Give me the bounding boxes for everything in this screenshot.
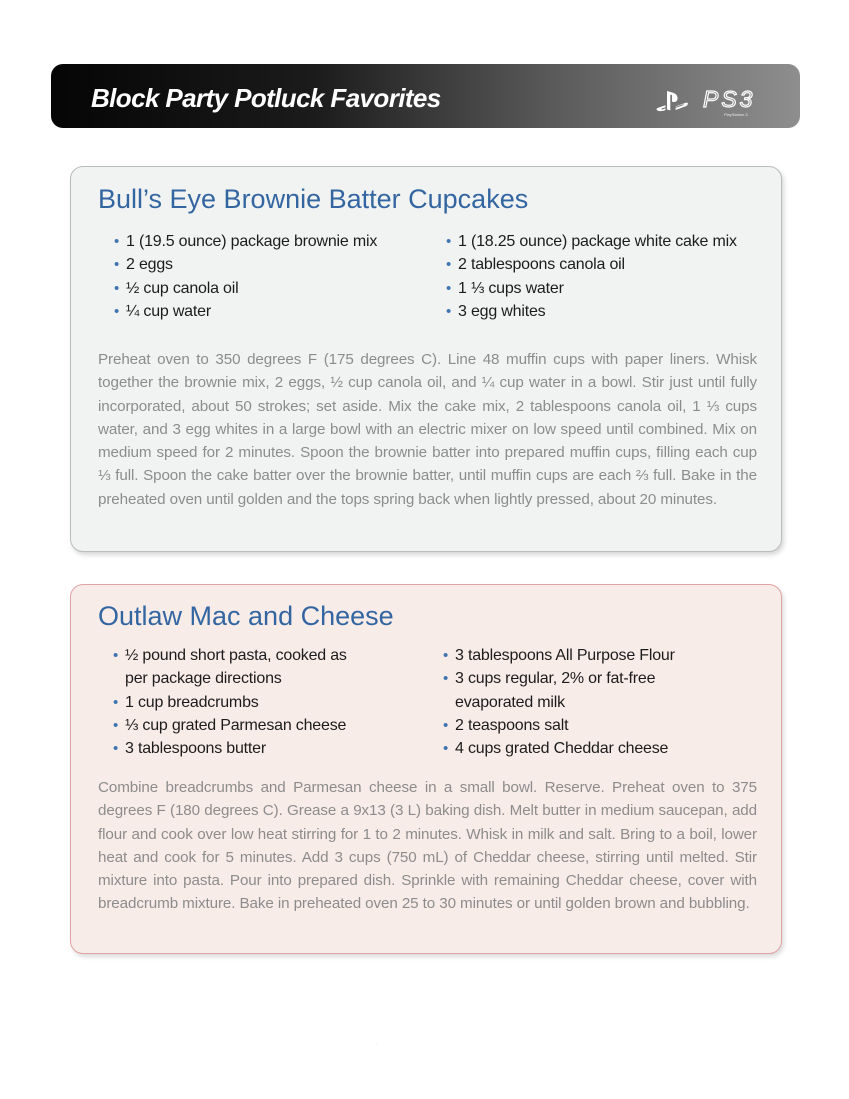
- ingredient-item: • 3 egg whites: [446, 300, 766, 323]
- recipe-title: Bull’s Eye Brownie Batter Cupcakes: [98, 184, 529, 214]
- recipe-card-mac-and-cheese: [70, 584, 782, 954]
- ingredient-item: • ½ cup canola oil: [114, 277, 414, 300]
- playstation-logo-icon: [655, 89, 689, 115]
- ingredient-item: • 2 tablespoons canola oil: [446, 253, 766, 276]
- ingredient-item: • 2 teaspoons salt: [443, 714, 723, 737]
- ingredient-item: • 1 cup breadcrumbs: [113, 691, 363, 714]
- ingredient-item: • 1 (18.25 ounce) package white cake mix: [446, 230, 766, 253]
- footer-mark: .: [376, 1040, 378, 1046]
- ingredient-item: • 4 cups grated Cheddar cheese: [443, 737, 723, 760]
- recipe-directions: Combine breadcrumbs and Parmesan cheese in a small bowl. Reserve. Preheat oven to 375 degrees F (180 degrees C). Grease a 9x13 (3 L) baking dish. Melt butter in medium saucepan, add flour and cook over low heat stirring for 1 to 2 minutes. Whisk in milk and salt. Bring to a boil, lower heat and cook for 5 minutes. Add 3 cups (750 mL) of Cheddar cheese, stirring until melted. Stir mixture into pasta. Pour into prepared dish. Sprinkle with remaining Cheddar cheese, cover with breadcrumb mixture. Bake in preheated oven 25 to 30 minutes or until golden brown and bubbling.: [98, 779, 757, 913]
- ingredient-item: • ½ pound short pasta, cooked as per package directions: [113, 644, 363, 691]
- ingredient-list-left: [114, 230, 414, 323]
- ps3-logo: [703, 87, 785, 121]
- recipe-title: Outlaw Mac and Cheese: [98, 601, 394, 631]
- ingredient-item: • 1 (19.5 ounce) package brownie mix: [114, 230, 414, 253]
- ps3-logo-subtext: PlayStation.3: [724, 112, 748, 117]
- ingredient-list-left: [113, 644, 363, 760]
- ingredient-item: • ¼ cup water: [114, 300, 414, 323]
- ingredient-item: • 3 tablespoons All Purpose Flour: [443, 644, 723, 667]
- ingredient-item: • 3 tablespoons butter: [113, 737, 363, 760]
- ingredient-item: • 3 cups regular, 2% or fat-free evaporated milk: [443, 667, 723, 714]
- ingredient-list-right: [443, 644, 723, 760]
- recipe-directions: Preheat oven to 350 degrees F (175 degrees C). Line 48 muffin cups with paper liners. Whisk together the brownie mix, 2 eggs, ½ cup canola oil, and ¼ cup water in a bowl. Stir just until fully incorporated, about 50 strokes; set aside. Mix the cake mix, 2 tablespoons canola oil, 1 ⅓ cups water, and 3 egg whites in a large bowl with an electric mixer on low speed until combined. Mix on medium speed for 2 minutes. Spoon the brownie batter into prepared muffin cups, filling each cup ⅓ full. Spoon the cake batter over the brownie batter, until muffin cups are each ⅔ full. Bake in the preheated oven until golden and the tops spring back when lightly pressed, about 20 minutes.: [98, 351, 757, 508]
- ingredient-item: • 2 eggs: [114, 253, 414, 276]
- header-banner: [51, 64, 800, 128]
- recipe-card-cupcakes: [70, 166, 782, 552]
- ingredient-list-right: [446, 230, 766, 323]
- ingredient-item: • ⅓ cup grated Parmesan cheese: [113, 714, 363, 737]
- page-title: Block Party Potluck Favorites: [91, 83, 441, 113]
- ingredient-item: • 1 ⅓ cups water: [446, 277, 766, 300]
- ps3-logo-text: PS3: [703, 87, 756, 112]
